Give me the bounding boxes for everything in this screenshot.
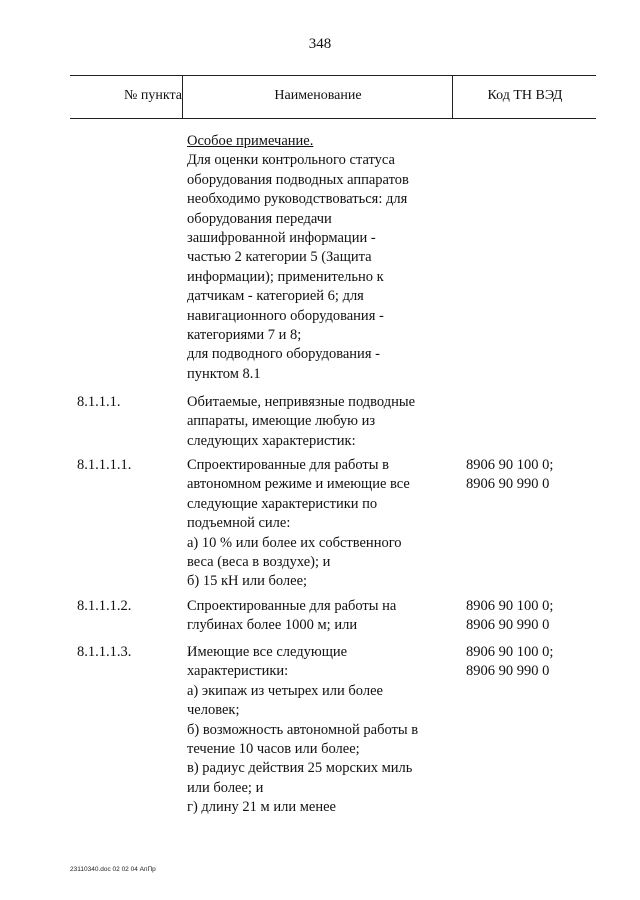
name-line: Спроектированные для работы в bbox=[187, 457, 389, 473]
item-name bbox=[187, 456, 455, 592]
item-name bbox=[187, 643, 455, 818]
item-code bbox=[466, 456, 606, 495]
note-line: датчикам - категорией 6; для bbox=[187, 288, 364, 305]
note-line: зашифрованной информации - bbox=[187, 230, 376, 247]
code-line: 8906 90 990 0 bbox=[466, 663, 550, 680]
code-line: 8906 90 990 0 bbox=[466, 617, 550, 634]
note-line: необходимо руководствоваться: для bbox=[187, 191, 408, 208]
name-line: течение 10 часов или более; bbox=[187, 741, 360, 758]
name-line: следующие характеристики по bbox=[187, 495, 378, 512]
item-code bbox=[466, 597, 606, 636]
code-line: 8906 90 100 0; bbox=[466, 457, 554, 473]
note-line: навигационного оборудования - bbox=[187, 307, 384, 324]
item-number: 8.1.1.1.3. bbox=[77, 644, 132, 660]
item-number: 8.1.1.1. bbox=[77, 394, 121, 410]
note-line: Для оценки контрольного статуса bbox=[187, 152, 395, 169]
note-line: для подводного оборудования - bbox=[187, 346, 380, 363]
header-col-number: № пункта bbox=[124, 88, 182, 103]
header-col-code: Код ТН ВЭД bbox=[487, 88, 563, 103]
item-number: 8.1.1.1.1. bbox=[77, 457, 132, 473]
name-line: подъемной силе: bbox=[187, 515, 291, 532]
name-line: глубинах более 1000 м; или bbox=[187, 617, 358, 634]
note-line: оборудования передачи bbox=[187, 210, 332, 227]
note-line: пунктом 8.1 bbox=[187, 365, 261, 382]
code-line: 8906 90 100 0; bbox=[466, 644, 554, 660]
note-line: категориями 7 и 8; bbox=[187, 327, 302, 344]
name-line: Обитаемые, непривязные подводные bbox=[187, 394, 416, 410]
note-line: частью 2 категории 5 (Защита bbox=[187, 249, 372, 266]
name-line: а) экипаж из четырех или более bbox=[187, 682, 383, 699]
note-line: оборудования подводных аппаратов bbox=[187, 171, 409, 188]
name-line: человек; bbox=[187, 702, 240, 719]
code-line: 8906 90 100 0; bbox=[466, 598, 554, 614]
header-col-name: Наименование bbox=[274, 88, 362, 103]
note-line: информации); применительно к bbox=[187, 268, 384, 285]
name-line: характеристики: bbox=[187, 663, 289, 680]
name-line: аппараты, имеющие любую из bbox=[187, 413, 376, 430]
name-line: б) возможность автономной работы в bbox=[187, 721, 419, 738]
document-footer: 23110340.doc 02 02 04 АпПр bbox=[70, 866, 156, 873]
item-number: 8.1.1.1.2. bbox=[77, 598, 132, 614]
name-line: а) 10 % или более их собственного bbox=[187, 534, 402, 551]
page-number: 348 bbox=[308, 36, 332, 52]
header-divider bbox=[452, 75, 453, 119]
item-name bbox=[187, 393, 455, 451]
name-line: Спроектированные для работы на bbox=[187, 598, 397, 614]
name-line: в) радиус действия 25 морских миль bbox=[187, 760, 413, 777]
header-bottom-rule bbox=[70, 118, 596, 119]
code-line: 8906 90 990 0 bbox=[466, 476, 550, 493]
name-line: следующих характеристик: bbox=[187, 432, 356, 449]
note-title: Особое примечание. bbox=[187, 133, 314, 149]
name-line: б) 15 кН или более; bbox=[187, 573, 308, 590]
header-divider bbox=[182, 75, 183, 119]
special-note bbox=[187, 132, 457, 384]
item-code bbox=[466, 643, 606, 682]
name-line: г) длину 21 м или менее bbox=[187, 799, 336, 816]
header-top-rule bbox=[70, 75, 596, 76]
name-line: веса (веса в воздухе); и bbox=[187, 554, 331, 571]
name-line: автономном режиме и имеющие все bbox=[187, 476, 410, 493]
name-line: или более; и bbox=[187, 779, 264, 796]
item-name bbox=[187, 597, 455, 636]
name-line: Имеющие все следующие bbox=[187, 644, 348, 660]
